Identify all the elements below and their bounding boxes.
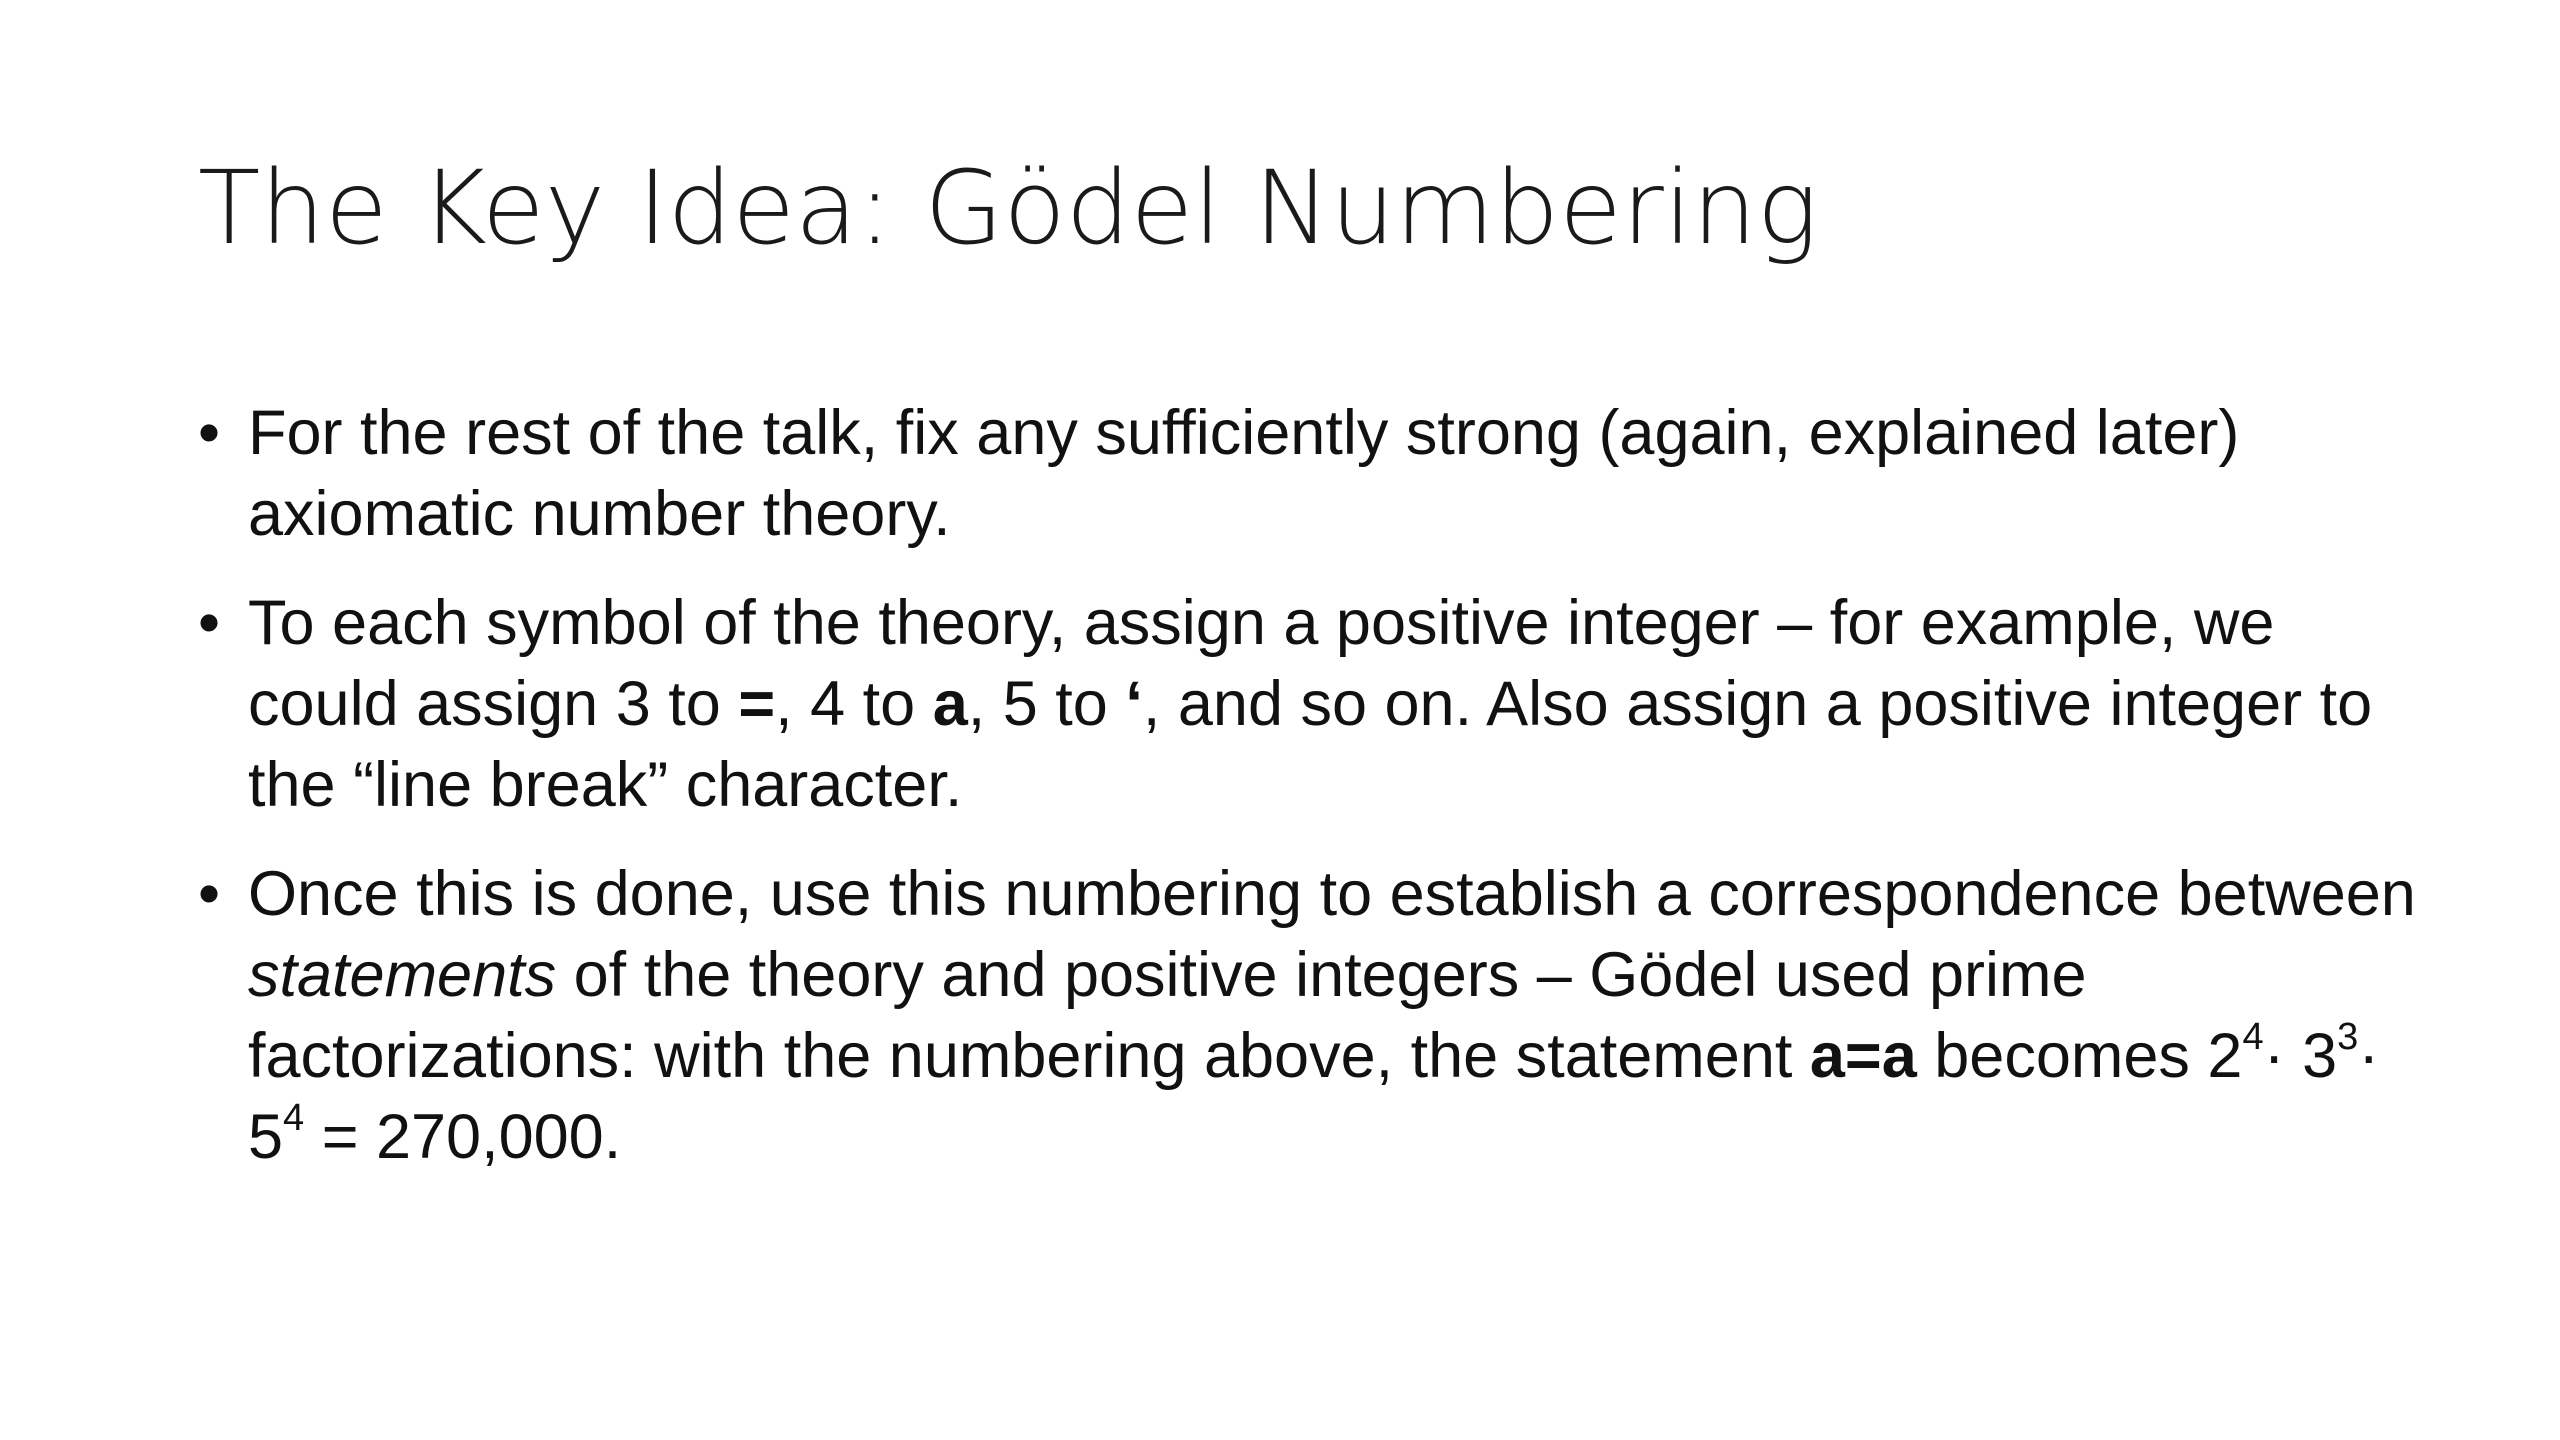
- multiply-dot: ·: [2358, 1021, 2380, 1091]
- example-statement: a=a: [1809, 1021, 1917, 1091]
- prime-base: 5: [248, 1102, 284, 1172]
- bullet-text: For the rest of the talk, fix any sufficiently strong (again, explained later) axiomatic number theory.: [248, 398, 2240, 549]
- bullet-text: becomes: [1916, 1021, 2208, 1091]
- symbol-prime: ‘: [1125, 669, 1143, 739]
- symbol-a: a: [932, 669, 968, 739]
- bullet-text: , 5 to: [967, 669, 1126, 739]
- bullet-dot: •: [198, 398, 221, 468]
- exponent: 4: [2242, 1016, 2264, 1058]
- prime-base: 3: [2302, 1021, 2338, 1091]
- italic-term: statements: [248, 940, 557, 1010]
- bullet-text: Once this is done, use this numbering to establish a correspondence between: [248, 859, 2416, 929]
- bullet-list: [198, 393, 2428, 1206]
- bullet-text: , and so on. Also assign a positive integer to the “line break” character.: [248, 669, 2373, 820]
- slide-title: The Key Idea: Gödel Numbering: [198, 149, 1818, 268]
- prime-base: 2: [2207, 1021, 2243, 1091]
- bullet-item-2: [198, 583, 2428, 826]
- bullet-dot: •: [198, 588, 221, 658]
- exponent: 3: [2337, 1016, 2359, 1058]
- bullet-text: To each symbol of the theory, assign a positive integer – for example, we could assign 3 to: [248, 588, 2275, 739]
- symbol-equals: =: [738, 669, 776, 739]
- result-text: = 270,000.: [304, 1102, 622, 1172]
- exponent: 4: [283, 1097, 305, 1139]
- bullet-item-3: [198, 854, 2428, 1178]
- bullet-item-1: [198, 393, 2428, 555]
- bullet-text: , 4 to: [775, 669, 933, 739]
- bullet-text: of the theory and positive integers – Gödel used prime factorizations: with the numbering above, the statement: [248, 940, 2087, 1091]
- bullet-dot: •: [198, 859, 221, 929]
- multiply-dot: ·: [2263, 1021, 2303, 1091]
